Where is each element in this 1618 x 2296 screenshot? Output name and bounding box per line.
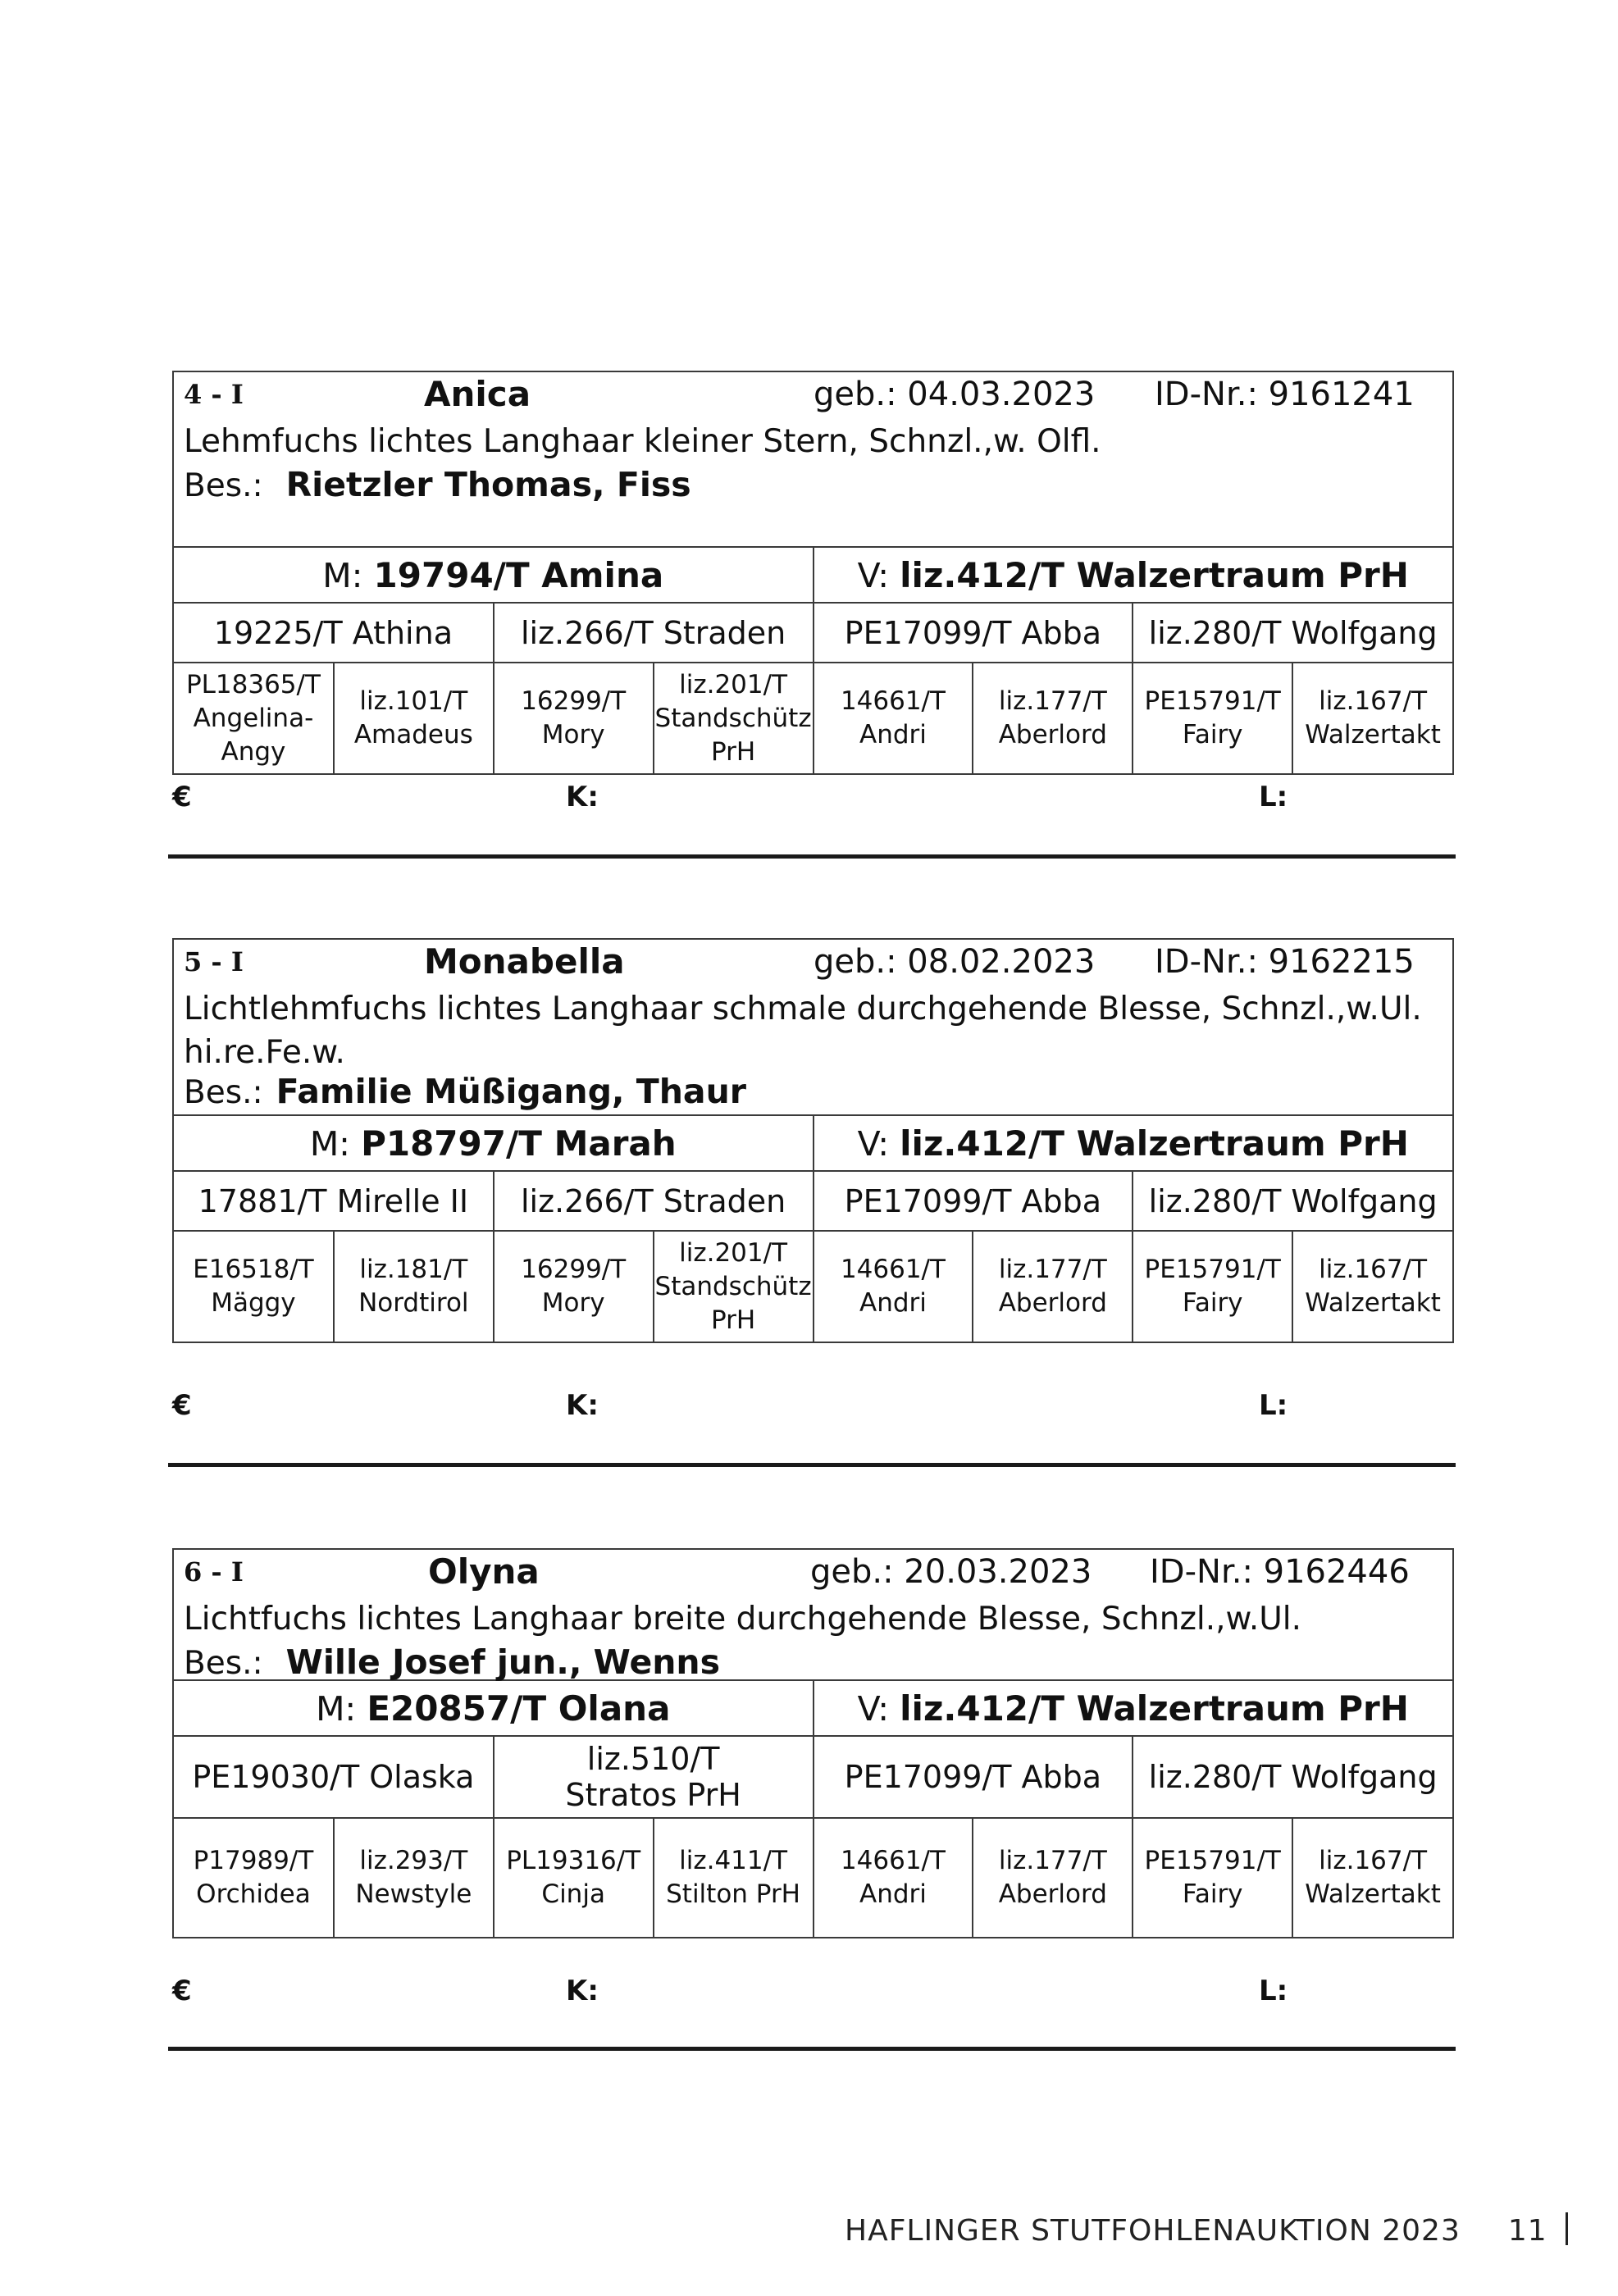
great-grandparent-cell: liz.201/T Standschütz PrH bbox=[654, 1231, 814, 1342]
pedigree-table bbox=[174, 1681, 1452, 1937]
father-cell: V: liz.412/T Walzertraum PrH bbox=[814, 548, 1453, 603]
great-grandparent-cell: liz.167/T Walzertakt bbox=[1292, 1818, 1452, 1937]
great-grandparent-cell: PE15791/T Fairy bbox=[1133, 1818, 1292, 1937]
great-grandparent-cell: PL18365/T Angelina- Angy bbox=[174, 663, 334, 773]
entry-header bbox=[174, 1550, 1452, 1681]
pedigree-table bbox=[174, 1116, 1452, 1342]
auction-entry-4 bbox=[172, 371, 1454, 813]
great-grandparent-cell: 14661/T Andri bbox=[814, 1818, 973, 1937]
euro-label: € bbox=[172, 1975, 192, 2007]
grandparent-cell: liz.280/T Wolfgang bbox=[1133, 1736, 1452, 1818]
description bbox=[184, 1597, 1301, 1641]
father-cell: V: liz.412/T Walzertraum PrH bbox=[814, 1116, 1453, 1171]
great-grandparent-cell: liz.167/T Walzertakt bbox=[1292, 1231, 1452, 1342]
description bbox=[184, 420, 1101, 463]
great-grandparent-cell: liz.411/T Stilton PrH bbox=[654, 1818, 814, 1937]
horse-name: Monabella bbox=[424, 941, 625, 982]
grandparent-cell: 17881/T Mirelle II bbox=[174, 1171, 494, 1231]
entry-header bbox=[174, 372, 1452, 548]
page-footer bbox=[845, 2212, 1568, 2248]
great-grandparent-cell: 14661/T Andri bbox=[814, 1231, 973, 1342]
description-line: hi.re.Fe.w. bbox=[184, 1034, 345, 1071]
owner-line bbox=[184, 463, 691, 508]
l-label: L: bbox=[1259, 781, 1288, 813]
owner-label: Bes.: bbox=[184, 1074, 263, 1111]
grandparent-cell: PE17099/T Abba bbox=[814, 1171, 1133, 1231]
father-name: liz.412/T Walzertraum PrH bbox=[900, 554, 1409, 595]
mother-cell: M: 19794/T Amina bbox=[174, 548, 814, 603]
owner-name: Wille Josef jun., Wenns bbox=[285, 1642, 721, 1682]
grandparent-cell: PE17099/T Abba bbox=[814, 603, 1133, 663]
k-label: K: bbox=[566, 1975, 599, 2007]
auction-entry-5 bbox=[172, 938, 1454, 1422]
great-grandparent-cell: liz.181/T Nordtirol bbox=[334, 1231, 494, 1342]
great-grandparent-cell: PL19316/T Cinja bbox=[494, 1818, 654, 1937]
great-grandparent-cell: liz.177/T Aberlord bbox=[973, 1231, 1133, 1342]
great-grandparent-cell: P17989/T Orchidea bbox=[174, 1818, 334, 1937]
mother-cell: M: P18797/T Marah bbox=[174, 1116, 814, 1171]
entry-header bbox=[174, 940, 1452, 1116]
great-grandparent-cell: PE15791/T Fairy bbox=[1133, 1231, 1292, 1342]
id-number: ID-Nr.: 9161241 bbox=[1155, 376, 1415, 413]
owner-line bbox=[184, 1641, 720, 1685]
page-number: 11 bbox=[1507, 2214, 1547, 2248]
father-name: liz.412/T Walzertraum PrH bbox=[900, 1123, 1409, 1164]
birth-date: geb.: 20.03.2023 bbox=[810, 1553, 1092, 1591]
grandparent-cell: liz.266/T Straden bbox=[494, 1171, 814, 1231]
horse-name: Anica bbox=[424, 374, 531, 414]
horse-name: Olyna bbox=[428, 1551, 540, 1592]
entry-box bbox=[172, 1548, 1454, 1938]
lot-number: 5 - I bbox=[184, 946, 244, 977]
great-grandparent-cell: E16518/T Mäggy bbox=[174, 1231, 334, 1342]
description-line: Lehmfuchs lichtes Langhaar kleiner Stern, Schnzl.,w. Olfl. bbox=[184, 423, 1101, 460]
great-grandparent-cell: 16299/T Mory bbox=[494, 1231, 654, 1342]
great-grandparent-cell: liz.293/T Newstyle bbox=[334, 1818, 494, 1937]
grandparent-cell: liz.280/T Wolfgang bbox=[1133, 603, 1452, 663]
great-grandparent-cell: liz.201/T Standschütz PrH bbox=[654, 663, 814, 773]
owner-name: Rietzler Thomas, Fiss bbox=[285, 465, 691, 504]
euro-label: € bbox=[172, 1389, 192, 1422]
mother-cell: M: E20857/T Olana bbox=[174, 1681, 814, 1736]
lot-number: 4 - I bbox=[184, 379, 244, 410]
father-cell: V: liz.412/T Walzertraum PrH bbox=[814, 1681, 1453, 1736]
pedigree-table bbox=[174, 548, 1452, 773]
mother-name: 19794/T Amina bbox=[373, 554, 664, 595]
owner-line bbox=[184, 1070, 746, 1114]
grandparent-cell: liz.280/T Wolfgang bbox=[1133, 1171, 1452, 1231]
great-grandparent-cell: liz.177/T Aberlord bbox=[973, 663, 1133, 773]
mother-name: P18797/T Marah bbox=[361, 1123, 677, 1164]
divider bbox=[168, 2047, 1456, 2051]
great-grandparent-cell: liz.177/T Aberlord bbox=[973, 1818, 1133, 1937]
euro-label: € bbox=[172, 781, 192, 813]
grandparent-cell: PE17099/T Abba bbox=[814, 1736, 1133, 1818]
footer-title: HAFLINGER STUTFOHLENAUKTION 2023 bbox=[845, 2214, 1461, 2248]
owner-label: Bes.: bbox=[184, 1645, 263, 1682]
great-grandparent-cell: liz.101/T Amadeus bbox=[334, 663, 494, 773]
mother-name: E20857/T Olana bbox=[367, 1688, 671, 1729]
birth-date: geb.: 08.02.2023 bbox=[814, 943, 1096, 981]
father-name: liz.412/T Walzertraum PrH bbox=[900, 1688, 1409, 1729]
k-label: K: bbox=[566, 1389, 599, 1422]
footer-bar bbox=[1566, 2212, 1568, 2245]
great-grandparent-cell: 16299/T Mory bbox=[494, 663, 654, 773]
description bbox=[184, 943, 1422, 1074]
great-grandparent-cell: PE15791/T Fairy bbox=[1133, 663, 1292, 773]
l-label: L: bbox=[1259, 1975, 1288, 2007]
grandparent-cell: liz.510/T Stratos PrH bbox=[494, 1736, 814, 1818]
entry-box bbox=[172, 938, 1454, 1343]
divider bbox=[168, 1463, 1456, 1467]
k-label: K: bbox=[566, 781, 599, 813]
auction-entry-6 bbox=[172, 1548, 1454, 2007]
birth-date: geb.: 04.03.2023 bbox=[814, 376, 1096, 413]
great-grandparent-cell: liz.167/T Walzertakt bbox=[1292, 663, 1452, 773]
great-grandparent-cell: 14661/T Andri bbox=[814, 663, 973, 773]
owner-name: Familie Müßigang, Thaur bbox=[276, 1072, 747, 1111]
grandparent-cell: 19225/T Athina bbox=[174, 603, 494, 663]
id-number: ID-Nr.: 9162446 bbox=[1150, 1553, 1410, 1591]
lot-number: 6 - I bbox=[184, 1556, 244, 1588]
description-line: Lichtlehmfuchs lichtes Langhaar schmale durchgehende Blesse, Schnzl.,w.Ul. bbox=[184, 991, 1422, 1027]
l-label: L: bbox=[1259, 1389, 1288, 1422]
entry-box bbox=[172, 371, 1454, 775]
grandparent-cell: liz.266/T Straden bbox=[494, 603, 814, 663]
grandparent-cell: PE19030/T Olaska bbox=[174, 1736, 494, 1818]
owner-label: Bes.: bbox=[184, 467, 263, 504]
description-line: Lichtfuchs lichtes Langhaar breite durchgehende Blesse, Schnzl.,w.Ul. bbox=[184, 1601, 1302, 1638]
id-number: ID-Nr.: 9162215 bbox=[1155, 943, 1415, 981]
divider bbox=[168, 854, 1456, 859]
